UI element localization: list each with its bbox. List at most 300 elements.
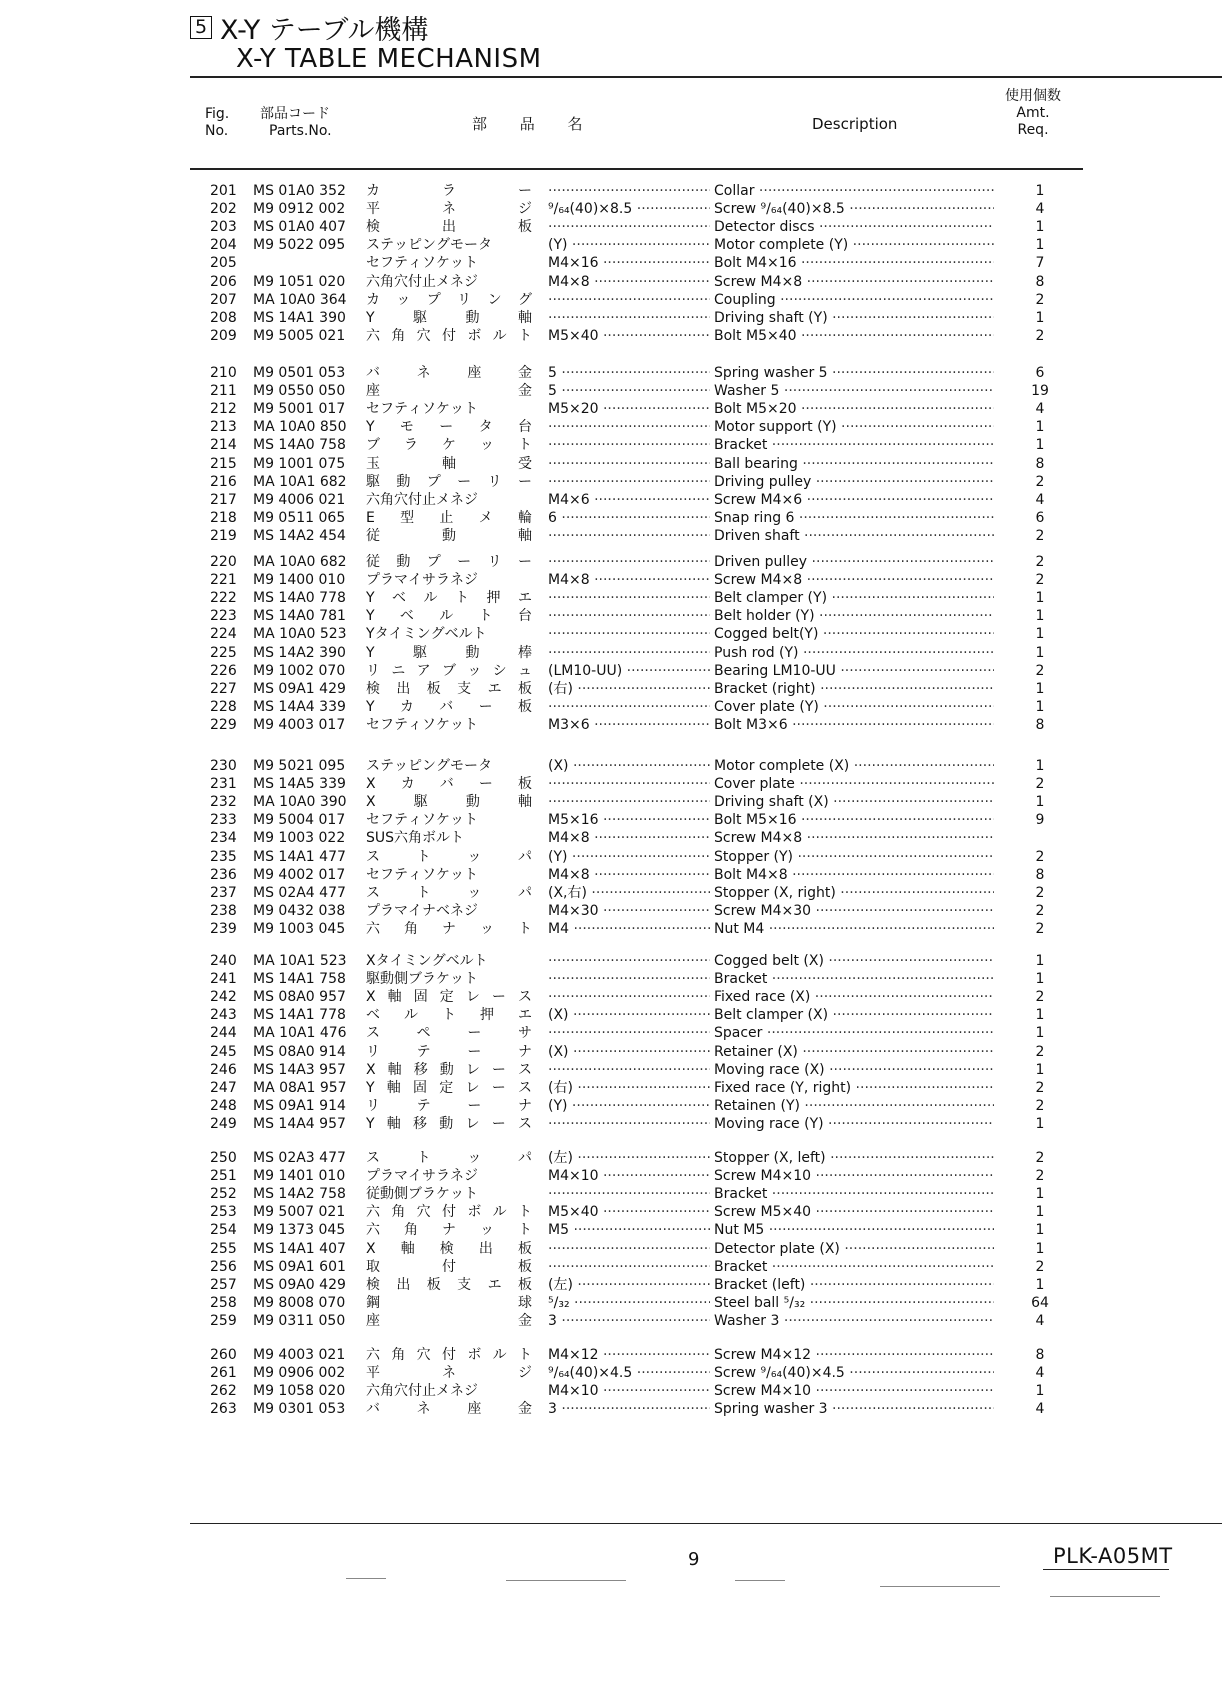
amount-required: 1: [1035, 1115, 1045, 1132]
part-spec: M5 ·····: [548, 1221, 710, 1239]
part-description: Motor complete (Y) ·····: [714, 236, 994, 254]
amount-required: 2: [1035, 848, 1045, 865]
part-spec: [548, 970, 710, 988]
model-underline: [1043, 1569, 1169, 1570]
part-description: Bolt M5×16 ·····: [714, 811, 994, 829]
parts-row: [0, 1203, 1222, 1221]
amount-required: 8: [1035, 273, 1045, 290]
part-spec: M5×20 ·····: [548, 400, 710, 418]
part-name-jp: 平 ネ ジ: [366, 201, 532, 218]
header-no-label: No.: [205, 123, 229, 139]
amount-required: 2: [1035, 572, 1045, 589]
part-number: MA 10A0 682: [253, 554, 347, 570]
part-name-jp: ス ト ッ パ: [366, 848, 532, 865]
part-description: Screw M4×8 ·····: [714, 571, 994, 589]
parts-row: [0, 1364, 1222, 1382]
part-description: Moving race (Y) ·····: [714, 1115, 994, 1133]
part-number: MS 14A5 339: [253, 776, 346, 793]
part-spec: M4×8 ·····: [548, 571, 710, 589]
part-name-jp: カ ッ プ リ ン グ: [366, 291, 532, 308]
part-description: Bracket ·····: [714, 1258, 994, 1276]
amount-required: 2: [1035, 327, 1045, 344]
amount-required: 2: [1035, 1079, 1045, 1096]
part-spec: [548, 644, 710, 662]
part-number: M9 0550 050: [253, 383, 346, 400]
scan-mark: [880, 1586, 1000, 1587]
part-spec: [548, 1240, 710, 1258]
parts-row: [0, 455, 1222, 473]
amount-required: 6: [1035, 365, 1045, 381]
part-number: MS 08A0 914: [253, 1043, 346, 1060]
part-spec: [548, 793, 710, 811]
part-name-jp: 鋼 球: [366, 1294, 532, 1311]
part-spec: 3 ·····: [548, 1400, 710, 1418]
parts-row: [0, 182, 1222, 200]
parts-row: [0, 1167, 1222, 1185]
part-spec: M5×16 ·····: [548, 811, 710, 829]
part-name-jp: ス ト ッ パ: [366, 884, 532, 901]
parts-row: [0, 698, 1222, 716]
part-spec: ⁹/₆₄(40)×8.5 ·····: [548, 200, 710, 218]
part-number: MS 14A1 778: [253, 1007, 346, 1024]
part-description: Screw M4×8 ·····: [714, 273, 994, 291]
parts-row: [0, 473, 1222, 491]
fig-number: 222: [210, 590, 237, 607]
amount-required: 1: [1035, 219, 1045, 236]
part-number: MS 14A1 477: [253, 848, 346, 865]
amount-required: 1: [1035, 1222, 1045, 1239]
part-number: MS 09A0 429: [253, 1276, 346, 1293]
part-number: MS 08A0 957: [253, 989, 346, 1006]
part-description: Screw M4×6 ·····: [714, 491, 994, 509]
part-name-jp: 六 角 穴 付 止 メ ネ ジ: [366, 491, 478, 508]
part-name-jp: 六 角 ナ ッ ト: [366, 920, 532, 937]
part-name-jp: Y 軸 移 動 レ ー ス: [366, 1115, 532, 1132]
part-name-jp: X 軸 固 定 レ ー ス: [366, 989, 532, 1006]
part-spec: [548, 455, 710, 473]
part-description: Bracket ·····: [714, 1185, 994, 1203]
fig-number: 254: [210, 1222, 237, 1239]
part-spec: [548, 988, 710, 1006]
part-description: Screw M4×10 ·····: [714, 1382, 994, 1400]
parts-row: [0, 1221, 1222, 1239]
fig-number: 237: [210, 884, 237, 901]
part-description: Cogged belt (X) ·····: [714, 952, 994, 970]
parts-row: [0, 436, 1222, 454]
page-number: 9: [688, 1549, 700, 1570]
part-number: M9 1051 020: [253, 273, 346, 290]
part-number: M9 1401 010: [253, 1168, 346, 1185]
part-name-jp: Y 軸 固 定 レ ー ス: [366, 1079, 532, 1096]
part-number: MS 14A4 339: [253, 698, 346, 715]
part-number: MS 14A2 390: [253, 644, 346, 661]
parts-row: [0, 589, 1222, 607]
part-number: MA 10A1 476: [253, 1025, 347, 1042]
part-description: Bolt M5×40 ·····: [714, 327, 994, 345]
part-number: MS 02A3 477: [253, 1150, 346, 1166]
parts-row: [0, 273, 1222, 291]
section-title-jp: [190, 8, 428, 47]
header-rule: [190, 168, 1083, 170]
title-rule: [190, 76, 1222, 78]
part-spec: ⁵/₃₂ ·····: [548, 1294, 710, 1312]
amount-required: 8: [1035, 866, 1045, 883]
amount-required: 1: [1035, 590, 1045, 607]
fig-number: 257: [210, 1276, 237, 1293]
part-description: Belt holder (Y) ·····: [714, 607, 994, 625]
parts-row: [0, 509, 1222, 527]
amount-required: 1: [1035, 794, 1045, 811]
part-spec: (X) ·····: [548, 1043, 710, 1061]
amount-required: 1: [1035, 1383, 1045, 1400]
fig-number: 259: [210, 1312, 237, 1329]
part-name-jp: 取 付 板: [366, 1258, 532, 1275]
fig-number: 241: [210, 971, 237, 988]
header-part: [260, 106, 332, 140]
part-number: M9 1002 070: [253, 662, 346, 679]
part-number: MA 10A0 364: [253, 291, 347, 308]
amount-required: 2: [1035, 884, 1045, 901]
part-name-jp: Y ベ ル ト 押 エ: [366, 590, 532, 607]
part-number: MS 14A2 758: [253, 1186, 346, 1203]
part-name-jp: 検 出 板 支 エ 板: [366, 680, 532, 697]
part-spec: [548, 218, 710, 236]
part-description: Driving shaft (X) ·····: [714, 793, 994, 811]
parts-row: [0, 491, 1222, 509]
part-number: M9 0906 002: [253, 1365, 346, 1382]
parts-row: [0, 1024, 1222, 1042]
amount-required: 1: [1035, 1025, 1045, 1042]
part-name-jp: 六 角 穴 付 止 メ ネ ジ: [366, 273, 478, 290]
fig-number: 210: [210, 365, 237, 381]
amount-required: 2: [1035, 1097, 1045, 1114]
part-name-jp: 六 角 穴 付 ボ ル ト: [366, 1204, 532, 1221]
parts-row: [0, 400, 1222, 418]
part-name-jp: 六 角 穴 付 止 メ ネ ジ: [366, 1383, 478, 1400]
part-name-jp: ス ペ ー サ: [366, 1025, 532, 1042]
part-spec: M5×40 ·····: [548, 327, 710, 345]
part-description: Screw M4×8 ·····: [714, 829, 994, 847]
part-description: Belt clamper (X) ·····: [714, 1006, 994, 1024]
part-description: Cover plate ·····: [714, 775, 994, 793]
amount-required: 4: [1035, 401, 1045, 418]
parts-row: [0, 716, 1222, 734]
fig-number: 253: [210, 1204, 237, 1221]
parts-row: [0, 607, 1222, 625]
fig-number: 255: [210, 1240, 237, 1257]
amount-required: 4: [1035, 1401, 1045, 1418]
part-number: MS 14A1 390: [253, 309, 346, 326]
fig-number: 251: [210, 1168, 237, 1185]
part-spec: (右) ·····: [548, 680, 710, 698]
amount-required: 1: [1035, 971, 1045, 988]
part-description: Motor complete (X) ·····: [714, 757, 994, 775]
fig-number: 258: [210, 1294, 237, 1311]
part-description: Ball bearing ·····: [714, 455, 994, 473]
part-number: M9 0311 050: [253, 1312, 346, 1329]
parts-row: [0, 644, 1222, 662]
part-description: Stopper (X, right) ·····: [714, 884, 994, 902]
part-description: Motor support (Y) ·····: [714, 418, 994, 436]
part-number: MS 14A4 957: [253, 1115, 346, 1132]
part-number: M9 4006 021: [253, 491, 346, 508]
header-amt: [1000, 88, 1066, 139]
parts-row: [0, 988, 1222, 1006]
part-number: MS 01A0 352: [253, 183, 346, 199]
fig-number: 216: [210, 473, 237, 490]
part-description: Driven shaft ·····: [714, 527, 994, 545]
part-spec: M4×8 ·····: [548, 273, 710, 291]
part-description: Screw M4×12 ·····: [714, 1346, 994, 1364]
part-description: Screw M5×40 ·····: [714, 1203, 994, 1221]
fig-number: 247: [210, 1079, 237, 1096]
amount-required: 1: [1035, 183, 1045, 199]
parts-row: [0, 1097, 1222, 1115]
fig-number: 212: [210, 401, 237, 418]
fig-number: 244: [210, 1025, 237, 1042]
fig-number: 228: [210, 698, 237, 715]
part-spec: 5 ·····: [548, 364, 710, 382]
part-name-jp: プ ラ マ イ サ ラ ネ ジ: [366, 572, 478, 589]
header-description: Description: [812, 115, 898, 133]
fig-number: 233: [210, 812, 237, 829]
part-name-jp: 六 角 穴 付 ボ ル ト: [366, 327, 532, 344]
part-description: Belt clamper (Y) ·····: [714, 589, 994, 607]
parts-row: [0, 1258, 1222, 1276]
part-description: Driven pulley ·····: [714, 553, 994, 571]
part-number: M9 4003 021: [253, 1347, 346, 1363]
parts-row: [0, 254, 1222, 272]
header-amt-label: Amt.: [1016, 105, 1050, 121]
fig-number: 215: [210, 455, 237, 472]
fig-number: 236: [210, 866, 237, 883]
part-name-jp: プ ラ マ イ サ ラ ネ ジ: [366, 1168, 478, 1185]
part-description: Spacer ·····: [714, 1024, 994, 1042]
amount-required: 4: [1035, 1312, 1045, 1329]
amount-required: 2: [1035, 920, 1045, 937]
fig-number: 232: [210, 794, 237, 811]
part-spec: M4×30 ·····: [548, 902, 710, 920]
part-spec: [548, 1024, 710, 1042]
part-name-jp: セ フ テ ィ ソ ケ ッ ト: [366, 401, 478, 418]
amount-required: 1: [1035, 698, 1045, 715]
part-description: Cover plate (Y) ·····: [714, 698, 994, 716]
part-description: Detector plate (X) ·····: [714, 1240, 994, 1258]
amount-required: 1: [1035, 237, 1045, 254]
part-spec: M4×16 ·····: [548, 254, 710, 272]
fig-number: 231: [210, 776, 237, 793]
part-description: Screw M4×10 ·····: [714, 1167, 994, 1185]
part-spec: M4×12 ·····: [548, 1346, 710, 1364]
parts-row: [0, 418, 1222, 436]
parts-row: [0, 1043, 1222, 1061]
parts-row: [0, 1061, 1222, 1079]
fig-number: 230: [210, 758, 237, 774]
fig-number: 249: [210, 1115, 237, 1132]
fig-number: 203: [210, 219, 237, 236]
part-description: Bolt M4×8 ·····: [714, 866, 994, 884]
part-name-jp: バ ネ 座 金: [366, 1401, 532, 1418]
part-description: Nut M5 ·····: [714, 1221, 994, 1239]
part-spec: [548, 1115, 710, 1133]
part-spec: M4×10 ·····: [548, 1167, 710, 1185]
part-spec: 3 ·····: [548, 1312, 710, 1330]
parts-row: [0, 1006, 1222, 1024]
part-spec: ⁹/₆₄(40)×4.5 ·····: [548, 1364, 710, 1382]
parts-row: [0, 1312, 1222, 1330]
part-number: M9 5022 095: [253, 237, 346, 254]
part-spec: (X) ·····: [548, 1006, 710, 1024]
part-spec: [548, 418, 710, 436]
fig-number: 234: [210, 830, 237, 847]
part-description: Screw ⁹/₆₄(40)×4.5 ·····: [714, 1364, 994, 1382]
fig-number: 235: [210, 848, 237, 865]
part-spec: (Y) ·····: [548, 236, 710, 254]
part-spec: [548, 775, 710, 793]
scan-mark: [506, 1580, 626, 1581]
amount-required: 9: [1035, 812, 1045, 829]
part-name-jp: セ フ テ ィ ソ ケ ッ ト: [366, 716, 478, 733]
part-description: Cogged belt(Y) ·····: [714, 625, 994, 643]
part-number: M9 1373 045: [253, 1222, 346, 1239]
parts-row: [0, 1276, 1222, 1294]
fig-number: 218: [210, 509, 237, 526]
part-number: MA 10A0 523: [253, 626, 347, 643]
part-number: M9 0432 038: [253, 902, 346, 919]
part-name-jp: セ フ テ ィ ソ ケ ッ ト: [366, 866, 478, 883]
part-spec: (左) ·····: [548, 1149, 710, 1167]
part-number: MA 10A1 682: [253, 473, 347, 490]
part-spec: [548, 291, 710, 309]
part-description: Washer 3 ·····: [714, 1312, 994, 1330]
fig-number: 226: [210, 662, 237, 679]
part-description: Collar ·····: [714, 182, 994, 200]
part-spec: [548, 473, 710, 491]
amount-required: 19: [1031, 383, 1049, 400]
parts-row: [0, 884, 1222, 902]
part-name-jp: 座 金: [366, 383, 532, 400]
part-spec: [548, 182, 710, 200]
part-spec: [548, 607, 710, 625]
part-description: Bracket ·····: [714, 970, 994, 988]
amount-required: 4: [1035, 201, 1045, 218]
parts-row: [0, 902, 1222, 920]
part-description: Bearing LM10-UU ·····: [714, 662, 994, 680]
amount-required: 2: [1035, 776, 1045, 793]
amount-required: 2: [1035, 1150, 1045, 1166]
part-description: Nut M4 ·····: [714, 920, 994, 938]
header-fig: [205, 106, 229, 140]
amount-required: 2: [1035, 291, 1045, 308]
parts-row: [0, 662, 1222, 680]
fig-number: 213: [210, 419, 237, 436]
part-name-jp: ス ト ッ パ: [366, 1150, 532, 1166]
part-name-jp: リ テ ー ナ: [366, 1097, 532, 1114]
fig-number: 260: [210, 1347, 237, 1363]
section-number: 5: [190, 16, 212, 39]
fig-number: 217: [210, 491, 237, 508]
parts-row: [0, 553, 1222, 571]
part-number: MS 02A4 477: [253, 884, 346, 901]
part-description: Stopper (X, left) ·····: [714, 1149, 994, 1167]
header-part-jp: 部品コード: [260, 106, 330, 122]
part-name-jp: Y モ ー タ 台: [366, 419, 532, 436]
part-name-jp: Y 駆 動 棒: [366, 644, 532, 661]
part-number: M9 1003 022: [253, 830, 346, 847]
amount-required: 1: [1035, 608, 1045, 625]
parts-row: [0, 970, 1222, 988]
part-number: MA 10A0 850: [253, 419, 347, 436]
amount-required: 1: [1035, 1240, 1045, 1257]
fig-number: 250: [210, 1150, 237, 1166]
fig-number: 242: [210, 989, 237, 1006]
part-name-jp: ブ ラ ケ ッ ト: [366, 437, 532, 454]
amount-required: 7: [1035, 255, 1045, 272]
part-name-jp: E 型 止 メ 輪: [366, 509, 532, 526]
part-description: Spring washer 3 ·····: [714, 1400, 994, 1418]
parts-row: [0, 920, 1222, 938]
fig-number: 219: [210, 527, 237, 544]
part-spec: M5×40 ·····: [548, 1203, 710, 1221]
part-name-jp: X タ イ ミ ン グ ベ ル ト: [366, 953, 488, 969]
part-spec: 6 ·····: [548, 509, 710, 527]
header-req-label: Req.: [1017, 122, 1049, 138]
amount-required: 4: [1035, 1365, 1045, 1382]
fig-number: 201: [210, 183, 237, 199]
scan-mark: [735, 1580, 785, 1581]
fig-number: 252: [210, 1186, 237, 1203]
parts-row: [0, 811, 1222, 829]
parts-row: [0, 757, 1222, 775]
part-name-jp: 従 動 プ ー リ ー: [366, 554, 532, 570]
part-name-jp: セ フ テ ィ ソ ケ ッ ト: [366, 812, 478, 829]
part-name-jp: リ テ ー ナ: [366, 1043, 532, 1060]
part-spec: [548, 309, 710, 327]
fig-number: 239: [210, 920, 237, 937]
part-number: MS 14A0 758: [253, 437, 346, 454]
part-number: MA 08A1 957: [253, 1079, 347, 1096]
part-spec: M4×10 ·····: [548, 1382, 710, 1400]
part-description: Retainen (Y) ·····: [714, 1097, 994, 1115]
header-fig-label: Fig.: [205, 106, 230, 122]
part-name-jp: 六 角 ナ ッ ト: [366, 1222, 532, 1239]
amount-required: 2: [1035, 527, 1045, 544]
part-number: MS 14A0 781: [253, 608, 346, 625]
amount-required: 2: [1035, 1043, 1045, 1060]
parts-row: [0, 775, 1222, 793]
part-name-jp: 平 ネ ジ: [366, 1365, 532, 1382]
part-number: M9 5021 095: [253, 758, 346, 774]
amount-required: 8: [1035, 716, 1045, 733]
part-spec: [548, 1061, 710, 1079]
part-number: M9 5005 021: [253, 327, 346, 344]
part-description: Bolt M3×6 ·····: [714, 716, 994, 734]
amount-required: 8: [1035, 455, 1045, 472]
part-name-jp: 駆 動 側 ブ ラ ケ ッ ト: [366, 971, 478, 988]
title-jp-text: X-Y テーブル機構: [220, 15, 429, 46]
fig-number: 240: [210, 953, 237, 969]
amount-required: 64: [1031, 1294, 1049, 1311]
part-number: MS 09A1 429: [253, 680, 346, 697]
amount-required: 1: [1035, 437, 1045, 454]
part-spec: M4×6 ·····: [548, 491, 710, 509]
part-description: Snap ring 6 ·····: [714, 509, 994, 527]
part-number: MS 14A1 758: [253, 971, 346, 988]
fig-number: 246: [210, 1061, 237, 1078]
parts-row: [0, 793, 1222, 811]
part-name-jp: X 軸 検 出 板: [366, 1240, 532, 1257]
amount-required: 1: [1035, 1007, 1045, 1024]
